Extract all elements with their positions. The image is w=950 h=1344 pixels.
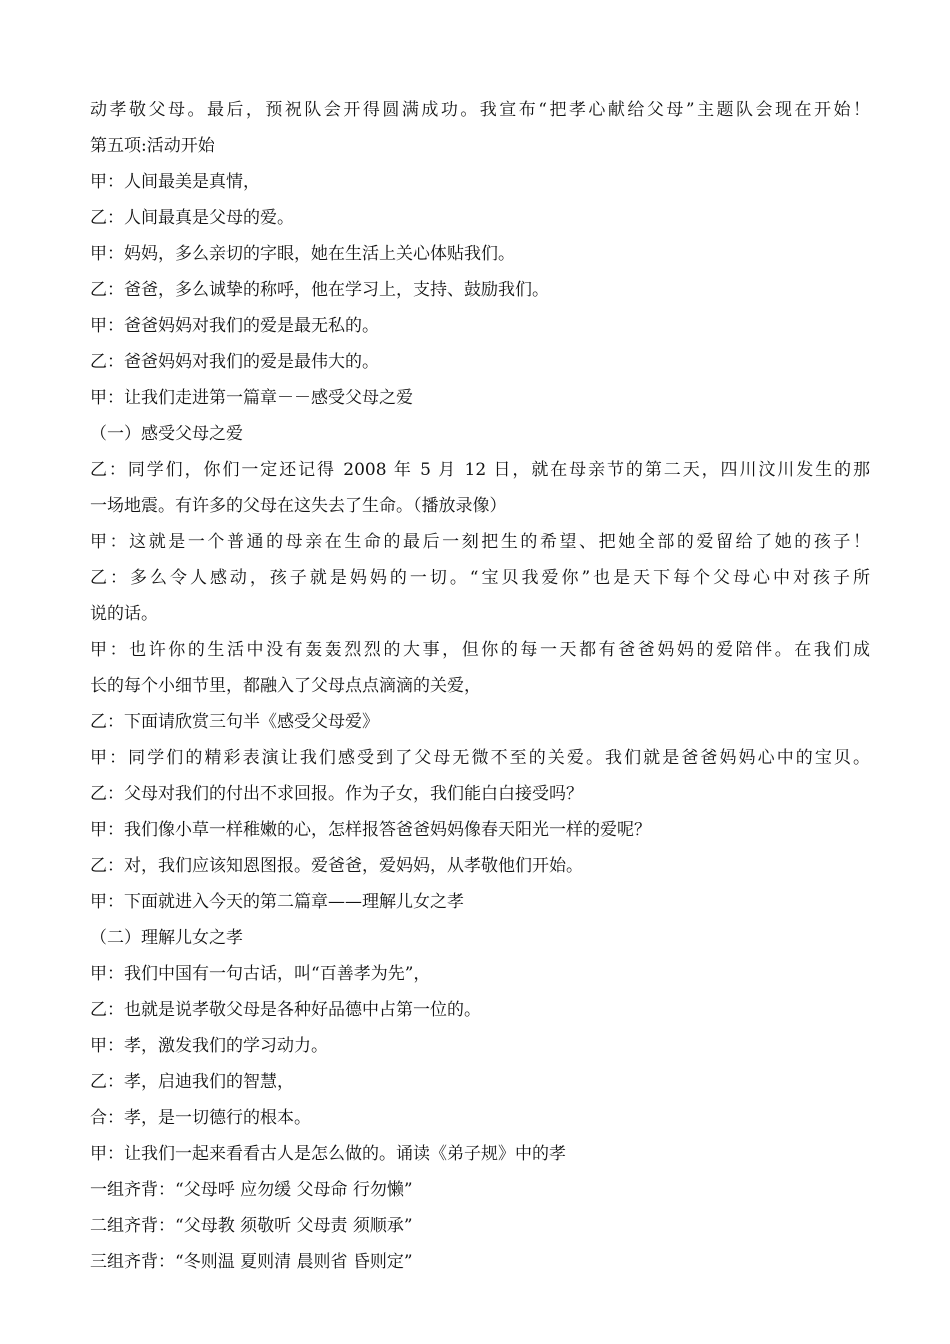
text-line: 甲：下面就进入今天的第二篇章——理解儿女之孝 [90, 892, 464, 912]
text-line: 甲：也许你的生活中没有轰轰烈烈的大事，但你的每一天都有爸爸妈妈的爱陪伴。在我们成 [90, 640, 870, 660]
text-line: 甲：我们像小草一样稚嫩的心，怎样报答爸爸妈妈像春天阳光一样的爱呢？ [90, 820, 651, 840]
text-line: 长的每个小细节里，都融入了父母点点滴滴的关爱， [90, 676, 481, 696]
text-line: 甲：人间最美是真情， [90, 172, 260, 192]
text-line: 乙：多么令人感动，孩子就是妈妈的一切。“宝贝我爱你”也是天下每个父母心中对孩子所 [90, 568, 870, 588]
document-body [90, 92, 870, 1280]
text-line: （一）感受父母之爱 [90, 424, 243, 444]
text-line: 甲：我们中国有一句古话，叫“百善孝为先”， [90, 964, 431, 984]
text-line: 甲：孝，激发我们的学习动力。 [90, 1036, 328, 1056]
text-line: 甲：让我们一起来看看古人是怎么做的。诵读《弟子规》中的孝 [90, 1144, 566, 1164]
text-line: 动孝敬父母。最后，预祝队会开得圆满成功。我宣布“把孝心献给父母”主题队会现在开始！ [90, 100, 870, 120]
text-line: 一场地震。有许多的父母在这失去了生命。（播放录像） [90, 496, 507, 516]
text-line: （二）理解儿女之孝 [90, 928, 243, 948]
text-line: 乙：同学们，你们一定还记得 2008 年 5 月 12 日，就在母亲节的第二天，四川汶川发生的那 [90, 460, 870, 480]
text-line: 甲：爸爸妈妈对我们的爱是最无私的。 [90, 316, 379, 336]
text-line: 一组齐背：“父母呼 应勿缓 父母命 行勿懒” [90, 1180, 413, 1200]
text-line: 甲：这就是一个普通的母亲在生命的最后一刻把生的希望、把她全部的爱留给了她的孩子！ [90, 532, 870, 552]
text-line: 乙：也就是说孝敬父母是各种好品德中占第一位的。 [90, 1000, 481, 1020]
text-line: 甲：妈妈，多么亲切的字眼，她在生活上关心体贴我们。 [90, 244, 515, 264]
text-line: 第五项:活动开始 [90, 136, 215, 156]
text-line: 乙：爸爸妈妈对我们的爱是最伟大的。 [90, 352, 379, 372]
text-line: 乙：爸爸，多么诚挚的称呼，他在学习上，支持、鼓励我们。 [90, 280, 549, 300]
text-line: 乙：人间最真是父母的爱。 [90, 208, 294, 228]
text-line: 乙：父母对我们的付出不求回报。作为子女，我们能白白接受吗？ [90, 784, 583, 804]
text-line: 二组齐背：“父母教 须敬听 父母责 须顺承” [90, 1216, 413, 1236]
text-line: 甲：同学们的精彩表演让我们感受到了父母无微不至的关爱。我们就是爸爸妈妈心中的宝贝。 [90, 748, 870, 768]
text-line: 甲：让我们走进第一篇章－－感受父母之爱 [90, 388, 413, 408]
text-line: 乙：孝，启迪我们的智慧， [90, 1072, 294, 1092]
text-line: 乙：下面请欣赏三句半《感受父母爱》 [90, 712, 379, 732]
text-line: 乙：对，我们应该知恩图报。爱爸爸，爱妈妈，从孝敬他们开始。 [90, 856, 583, 876]
text-line: 说的话。 [90, 604, 158, 624]
text-line: 合：孝，是一切德行的根本。 [90, 1108, 311, 1128]
text-line: 三组齐背：“冬则温 夏则清 晨则省 昏则定” [90, 1252, 413, 1272]
